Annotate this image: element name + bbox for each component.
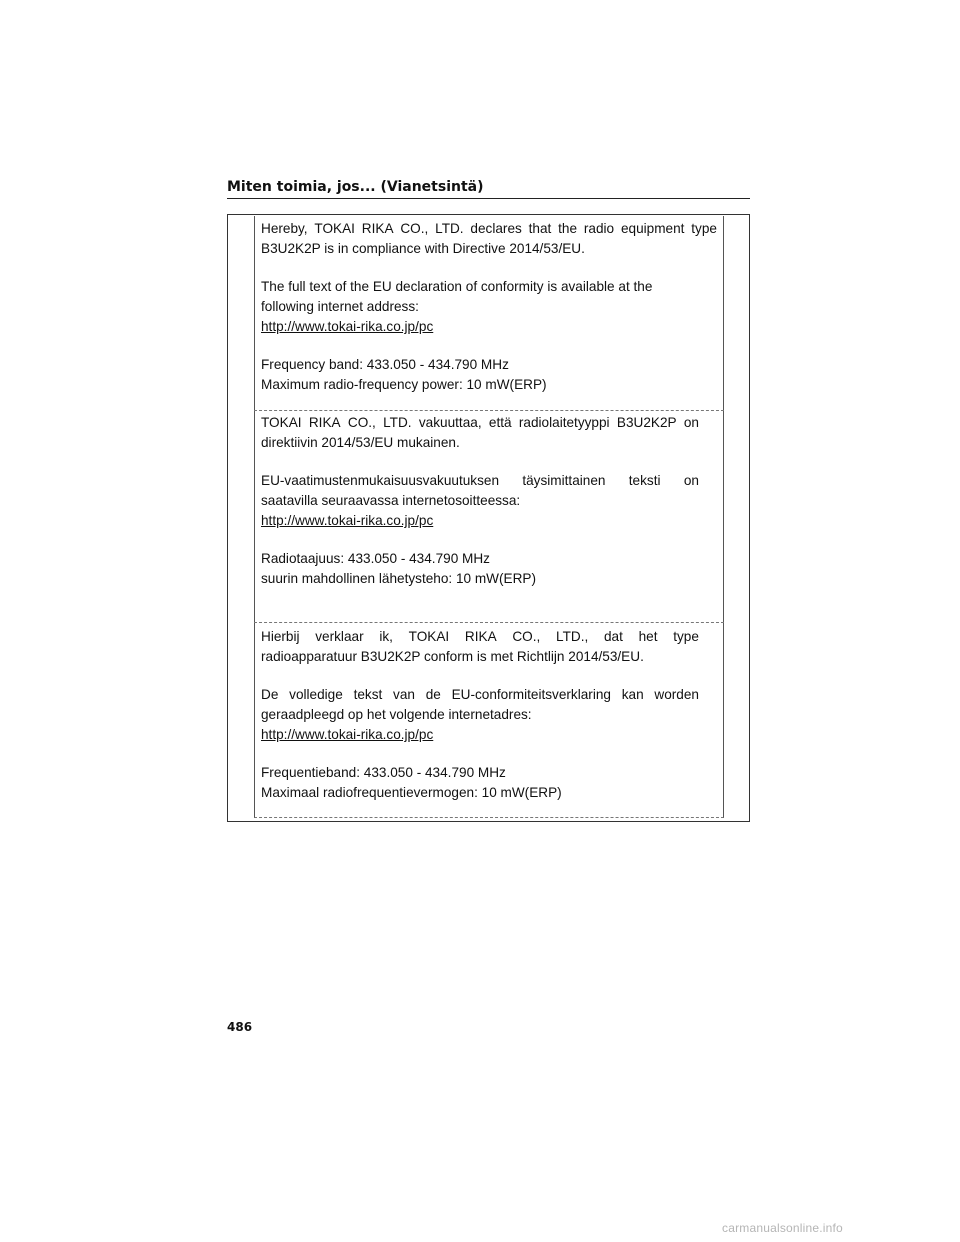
availability-line: The full text of the EU declaration of conformity is available at the	[261, 279, 653, 294]
availability-line: EU-vaatimustenmukaisuusvakuutuksen täysimittainen teksti on	[261, 473, 699, 488]
watermark: carmanualsonline.info	[722, 1221, 843, 1235]
availability-line: De volledige tekst van de EU-conformiteitsverklaring kan worden	[261, 687, 699, 702]
section-english	[261, 219, 717, 413]
section-dutch	[261, 627, 699, 821]
section-divider	[254, 410, 724, 411]
declaration-link[interactable]: http://www.tokai-rika.co.jp/pc	[261, 319, 434, 334]
declaration-text	[261, 627, 699, 667]
declaration-line: Hierbij verklaar ik, TOKAI RIKA CO., LTD., dat het type	[261, 629, 699, 644]
specs-text	[261, 763, 699, 803]
section-divider	[254, 622, 724, 623]
section-finnish	[261, 413, 699, 607]
availability-line: saatavilla seuraavassa internetosoitteessa:	[261, 493, 521, 508]
declaration-line: radioapparatuur B3U2K2P conform is met Richtlijn 2014/53/EU.	[261, 649, 644, 664]
declaration-line: Hereby, TOKAI RIKA CO., LTD. declares that the radio equipment type	[261, 221, 717, 236]
frequency-band: Frequency band: 433.050 - 434.790 MHz	[261, 357, 509, 372]
specs-text	[261, 549, 699, 589]
page-number: 486	[227, 1020, 253, 1034]
declaration-line: B3U2K2P is in compliance with Directive 2014/53/EU.	[261, 241, 585, 256]
declaration-text	[261, 413, 699, 453]
header-rule	[227, 198, 750, 199]
max-power: Maximaal radiofrequentievermogen: 10 mW(ERP)	[261, 785, 562, 800]
declaration-line: TOKAI RIKA CO., LTD. vakuuttaa, että radiolaitetyyppi B3U2K2P on	[261, 415, 699, 430]
declaration-text	[261, 219, 717, 259]
page-title: Miten toimia, jos... (Vianetsintä)	[227, 179, 484, 195]
max-power: suurin mahdollinen lähetysteho: 10 mW(ERP)	[261, 571, 537, 586]
frequency-band: Frequentieband: 433.050 - 434.790 MHz	[261, 765, 506, 780]
frequency-band: Radiotaajuus: 433.050 - 434.790 MHz	[261, 551, 490, 566]
max-power: Maximum radio-frequency power: 10 mW(ERP)	[261, 377, 547, 392]
declaration-link[interactable]: http://www.tokai-rika.co.jp/pc	[261, 513, 434, 528]
availability-text	[261, 277, 717, 337]
availability-text	[261, 471, 699, 531]
availability-text	[261, 685, 699, 745]
declaration-line: direktiivin 2014/53/EU mukainen.	[261, 435, 460, 450]
declaration-link[interactable]: http://www.tokai-rika.co.jp/pc	[261, 727, 434, 742]
availability-line: geraadpleegd op het volgende internetadres:	[261, 707, 532, 722]
specs-text	[261, 355, 717, 395]
availability-line: following internet address:	[261, 299, 419, 314]
